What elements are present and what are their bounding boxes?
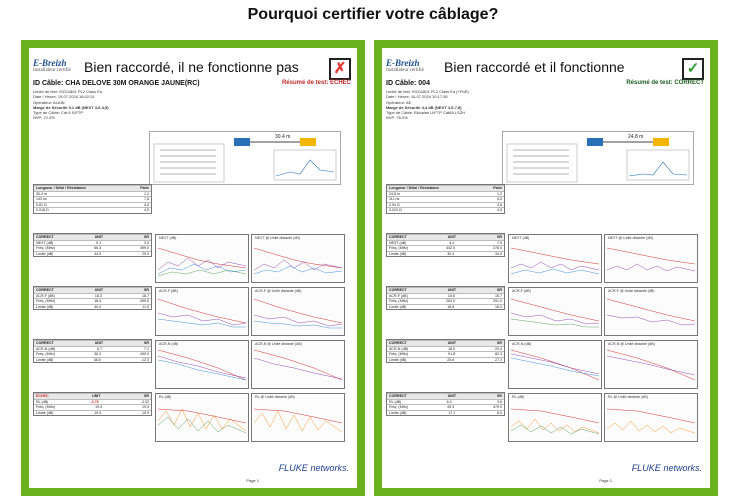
next-graph-plot	[511, 240, 599, 280]
acrf-graph: ACR-F (dB)	[155, 287, 249, 336]
rl-table: ECHEC UNIT SR RL (dB) -3.78 -3.32 Fréq. (MHz) 19.9 19.9 Limite (dB) 19.9 19.9	[33, 392, 152, 416]
acrn-graph: ACR-N (dB)	[508, 340, 602, 389]
left-banner-text: Bien raccordé, il ne fonctionne pas	[84, 59, 299, 75]
acrf-graph: ACR-F (dB)	[508, 287, 602, 336]
length-table: Longueur / Délai / Résistance Paire 24.8 m 1,2 111 ns 4,5 2.94 Ω 3,6 0.020 Ω 4,5	[386, 184, 505, 214]
fluke-logo: FLUKE networks.	[631, 463, 702, 473]
acrf-graph-plot	[158, 293, 246, 333]
next-table: CORRECT UNIT SR NEXT (dB) 4.4 7.5 Fréq. (MHz) 442.0 278.0 Limite (dB) 30.4 34.9	[386, 233, 505, 257]
wiremap-schema	[149, 131, 341, 185]
rl-table: CORRECT UNIT SR RL (dB) 6.0 3.6 Fréq. (MHz) 49.3 479.0 Limite (dB) 17.1 8.0	[386, 392, 505, 416]
acr-table: CORRECT UNIT SR ACR-F (dB) 18.3 18.7 Fréq. (MHz) 18.4 499.0 Limite (dB) 40.0 11.5	[33, 286, 152, 310]
company-logo: E-Breizh Installateur certifié	[33, 58, 71, 73]
right-panel	[374, 40, 718, 496]
test-meta: Limite de test: ISO11801 PL2 Class Ea Date / Heure: 15.07.2024 18:02:24 Opérateur: ALAIN Marge de Sécurité 0.1 dB (NEXT 3,6-4,5) Type de Câble: Cat 6 S/FTP NVP: 72.0%	[33, 89, 109, 121]
cable-length: 30.4 m	[275, 134, 291, 140]
page-number: Page 1	[599, 478, 612, 483]
cross-icon: ✗	[329, 58, 351, 80]
acrf-remote-graph: ACR-F @ Unité distante (dB)	[251, 287, 345, 336]
acrn-graph: ACR-N (dB)	[155, 340, 249, 389]
right-banner-text: Bien raccordé et il fonctionne	[444, 59, 625, 75]
rl-graph-plot	[158, 399, 246, 439]
rl-graph: RL (dB)	[155, 393, 249, 442]
acrn-table: CORRECT UNIT SR ACR-N (dB) 6.7 7.1 Fréq. (MHz) 36.3 499.0 Limite (dB) 38.5 -12.3	[33, 339, 152, 363]
acrf-remote-graph-plot	[254, 293, 342, 333]
acrn-graph-plot	[158, 346, 246, 386]
next-table: CORRECT UNIT SR NEXT (dB) 0.1 3.0 Fréq. (MHz) 66.3 499.0 Limite (dB) 44.5 29.3	[33, 233, 152, 257]
next-graph-plot	[158, 240, 246, 280]
rl-remote-graph-plot	[254, 399, 342, 439]
page-headline: Pourquoi certifier votre câblage?	[247, 6, 499, 23]
wiremap-schema	[502, 131, 694, 185]
acrf-remote-graph-plot	[607, 293, 695, 333]
next-remote-graph: NEXT @ Unité distante (dB)	[251, 234, 345, 283]
acrn-remote-graph-plot	[254, 346, 342, 386]
rl-graph: RL (dB)	[508, 393, 602, 442]
acrn-remote-graph: ACR-N @ Unité distante (dB)	[604, 340, 698, 389]
check-icon: ✓	[682, 58, 704, 80]
rl-remote-graph: RL @ Unité distante (dB)	[251, 393, 345, 442]
left-test-report	[29, 48, 357, 488]
rl-graph-plot	[511, 399, 599, 439]
next-remote-graph-plot	[607, 240, 695, 280]
acrn-table: CORRECT UNIT SR ACR-N (dB) 18.0 20.4 Fréq. (MHz) 91.8 82.3 Limite (dB) 25.6 27.2	[386, 339, 505, 363]
acrf-graph-plot	[511, 293, 599, 333]
acr-table: CORRECT UNIT SR ACR-F (dB) 15.6 15.7 Fréq. (MHz) 263.0 291.0 Limite (dB) 18.8 16.0	[386, 286, 505, 310]
test-result: Résumé de test: CORRECT	[626, 80, 704, 86]
test-meta: Limite de test: ISO11801 PL2 Class Ea (+PoE) Date / Heure: 16.07.2024 10:17:36 Opérateur: AE Marge de Sécurité 4,4 dB (NEXT 4,5-7,8) Type de Câble: Ekivalan U/FTP Cat6A LSZH NVP: 76.0%	[386, 89, 469, 121]
cable-id: ID Câble: 004	[386, 80, 430, 87]
cable-id: ID Câble: CHA DELOVE 30M ORANGE JAUNE(RC)	[33, 80, 200, 87]
next-remote-graph-plot	[254, 240, 342, 280]
acrf-remote-graph: ACR-F @ Unité distante (dB)	[604, 287, 698, 336]
page-number: Page 1	[246, 478, 259, 483]
wiremap-graphic	[503, 132, 693, 184]
length-table: Longueur / Délai / Résistance Paire 30.4 m 1,2 143 ns 7,8 5.81 Ω 4,5 0.018 Ω 4,5	[33, 184, 152, 214]
rl-remote-graph: RL @ Unité distante (dB)	[604, 393, 698, 442]
next-remote-graph: NEXT @ Unité distante (dB)	[604, 234, 698, 283]
next-graph: NEXT (dB)	[155, 234, 249, 283]
next-graph: NEXT (dB)	[508, 234, 602, 283]
test-result: Résumé de test: ECHEC	[281, 80, 351, 86]
fluke-logo: FLUKE networks.	[278, 463, 349, 473]
rl-remote-graph-plot	[607, 399, 695, 439]
left-panel	[21, 40, 365, 496]
acrn-remote-graph-plot	[607, 346, 695, 386]
right-test-report	[382, 48, 710, 488]
acrn-graph-plot	[511, 346, 599, 386]
company-logo: E-Breizh Installateur certifié	[386, 58, 424, 73]
wiremap-graphic	[150, 132, 340, 184]
acrn-remote-graph: ACR-N @ Unité distante (dB)	[251, 340, 345, 389]
cable-length: 24.8 m	[628, 134, 644, 140]
